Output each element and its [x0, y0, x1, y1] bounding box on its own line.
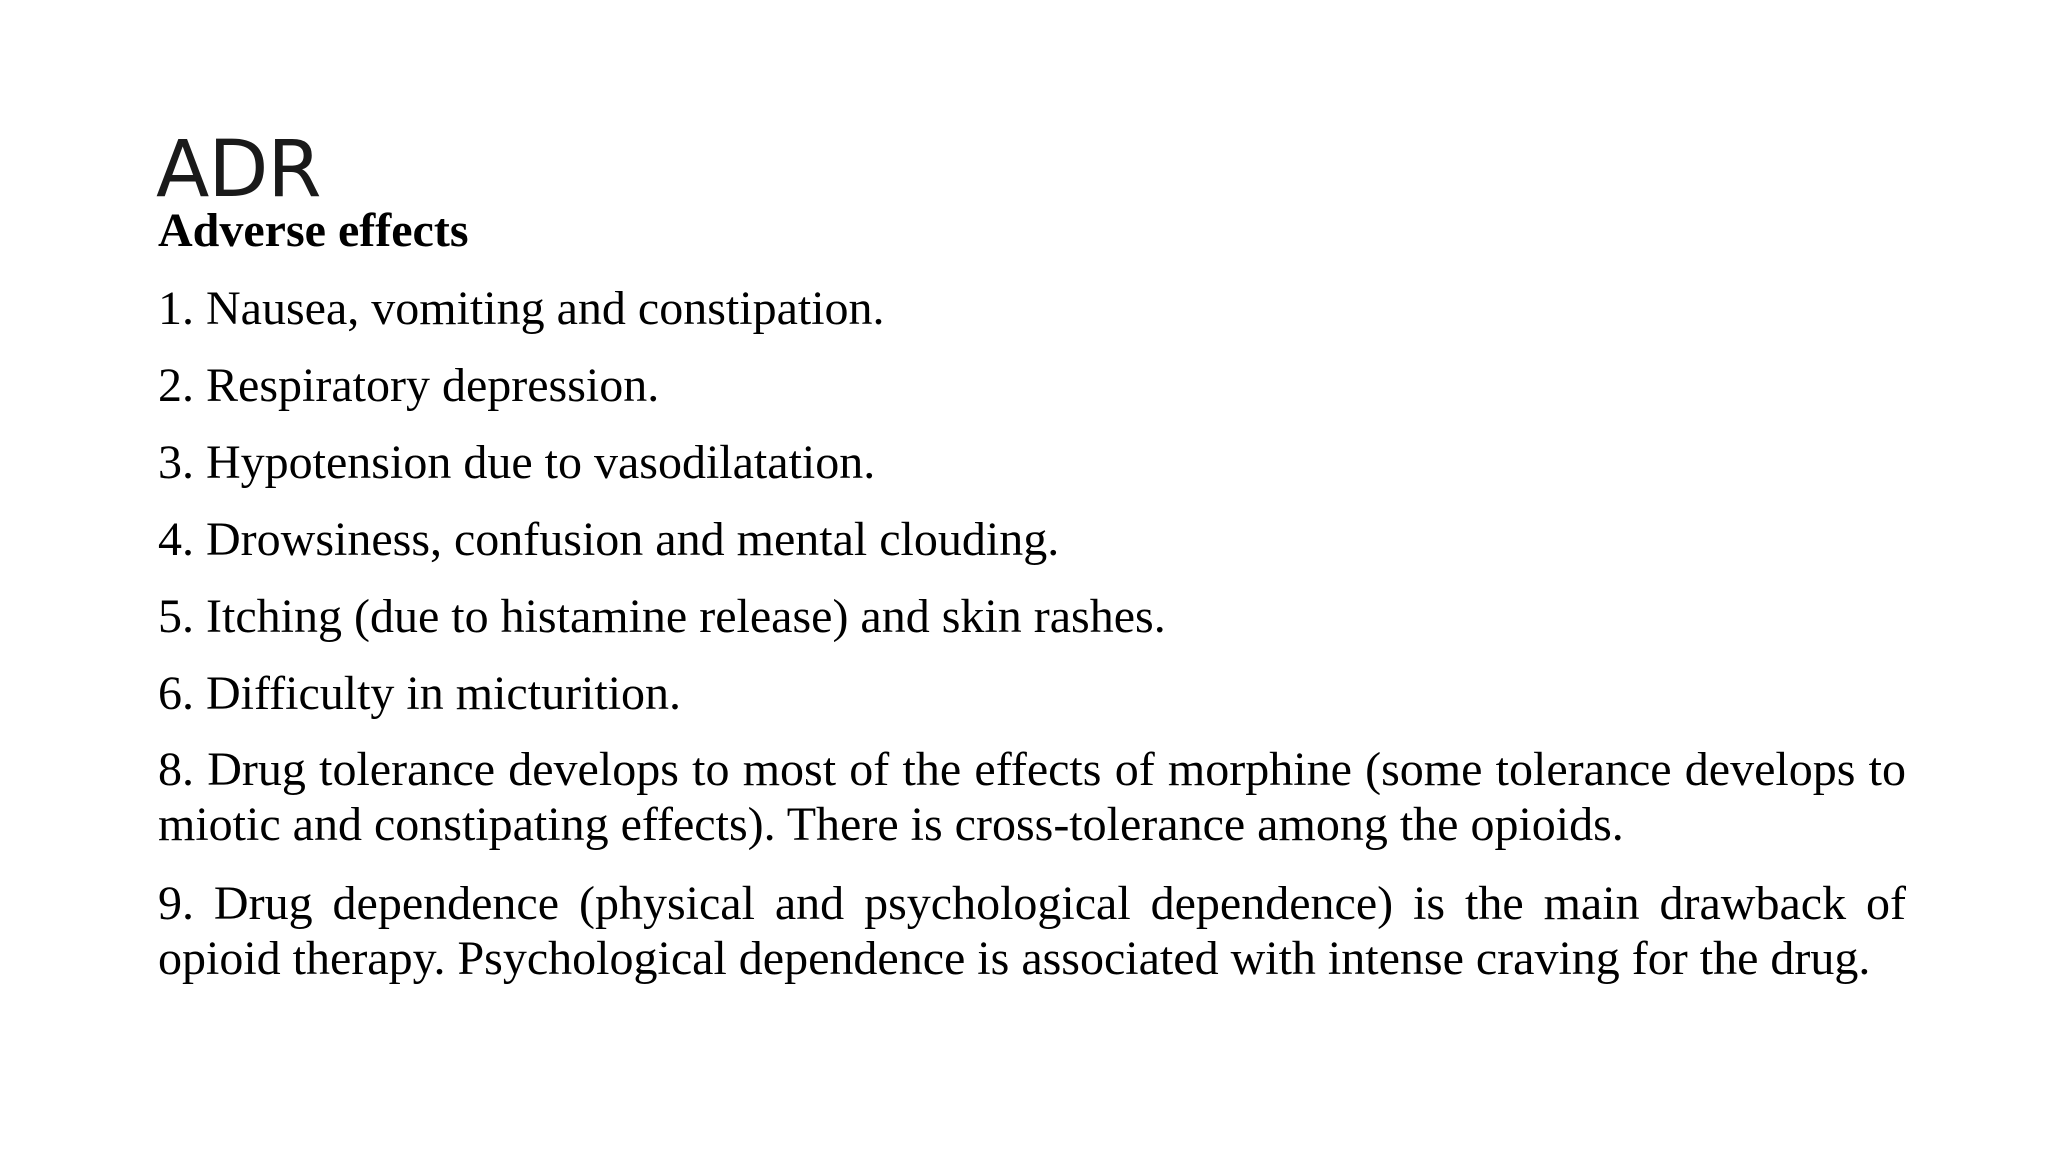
list-item-nausea: 1. Nausea, vomiting and constipation. [158, 282, 885, 335]
list-item-micturition: 6. Difficulty in micturition. [158, 667, 682, 720]
list-item-itching: 5. Itching (due to histamine release) and skin rashes. [158, 590, 1166, 643]
list-item-respiratory-depression: 2. Respiratory depression. [158, 359, 660, 412]
list-item-drug-tolerance: 8. Drug tolerance develops to most of the effects of morphine (some tolerance develops to miotic and constipating effects). There is cross-tolerance among the opioids. [158, 743, 1906, 851]
list-item-drowsiness: 4. Drowsiness, confusion and mental clouding. [158, 513, 1060, 566]
section-heading: Adverse effects [158, 204, 469, 257]
slide-body [158, 202, 1906, 1010]
list-item-drug-dependence: 9. Drug dependence (physical and psychological dependence) is the main drawback of opioid therapy. Psychological dependence is associated with intense craving for the drug. [158, 877, 1906, 985]
slide-title: ADR [156, 125, 321, 215]
list-item-hypotension: 3. Hypotension due to vasodilatation. [158, 436, 876, 489]
